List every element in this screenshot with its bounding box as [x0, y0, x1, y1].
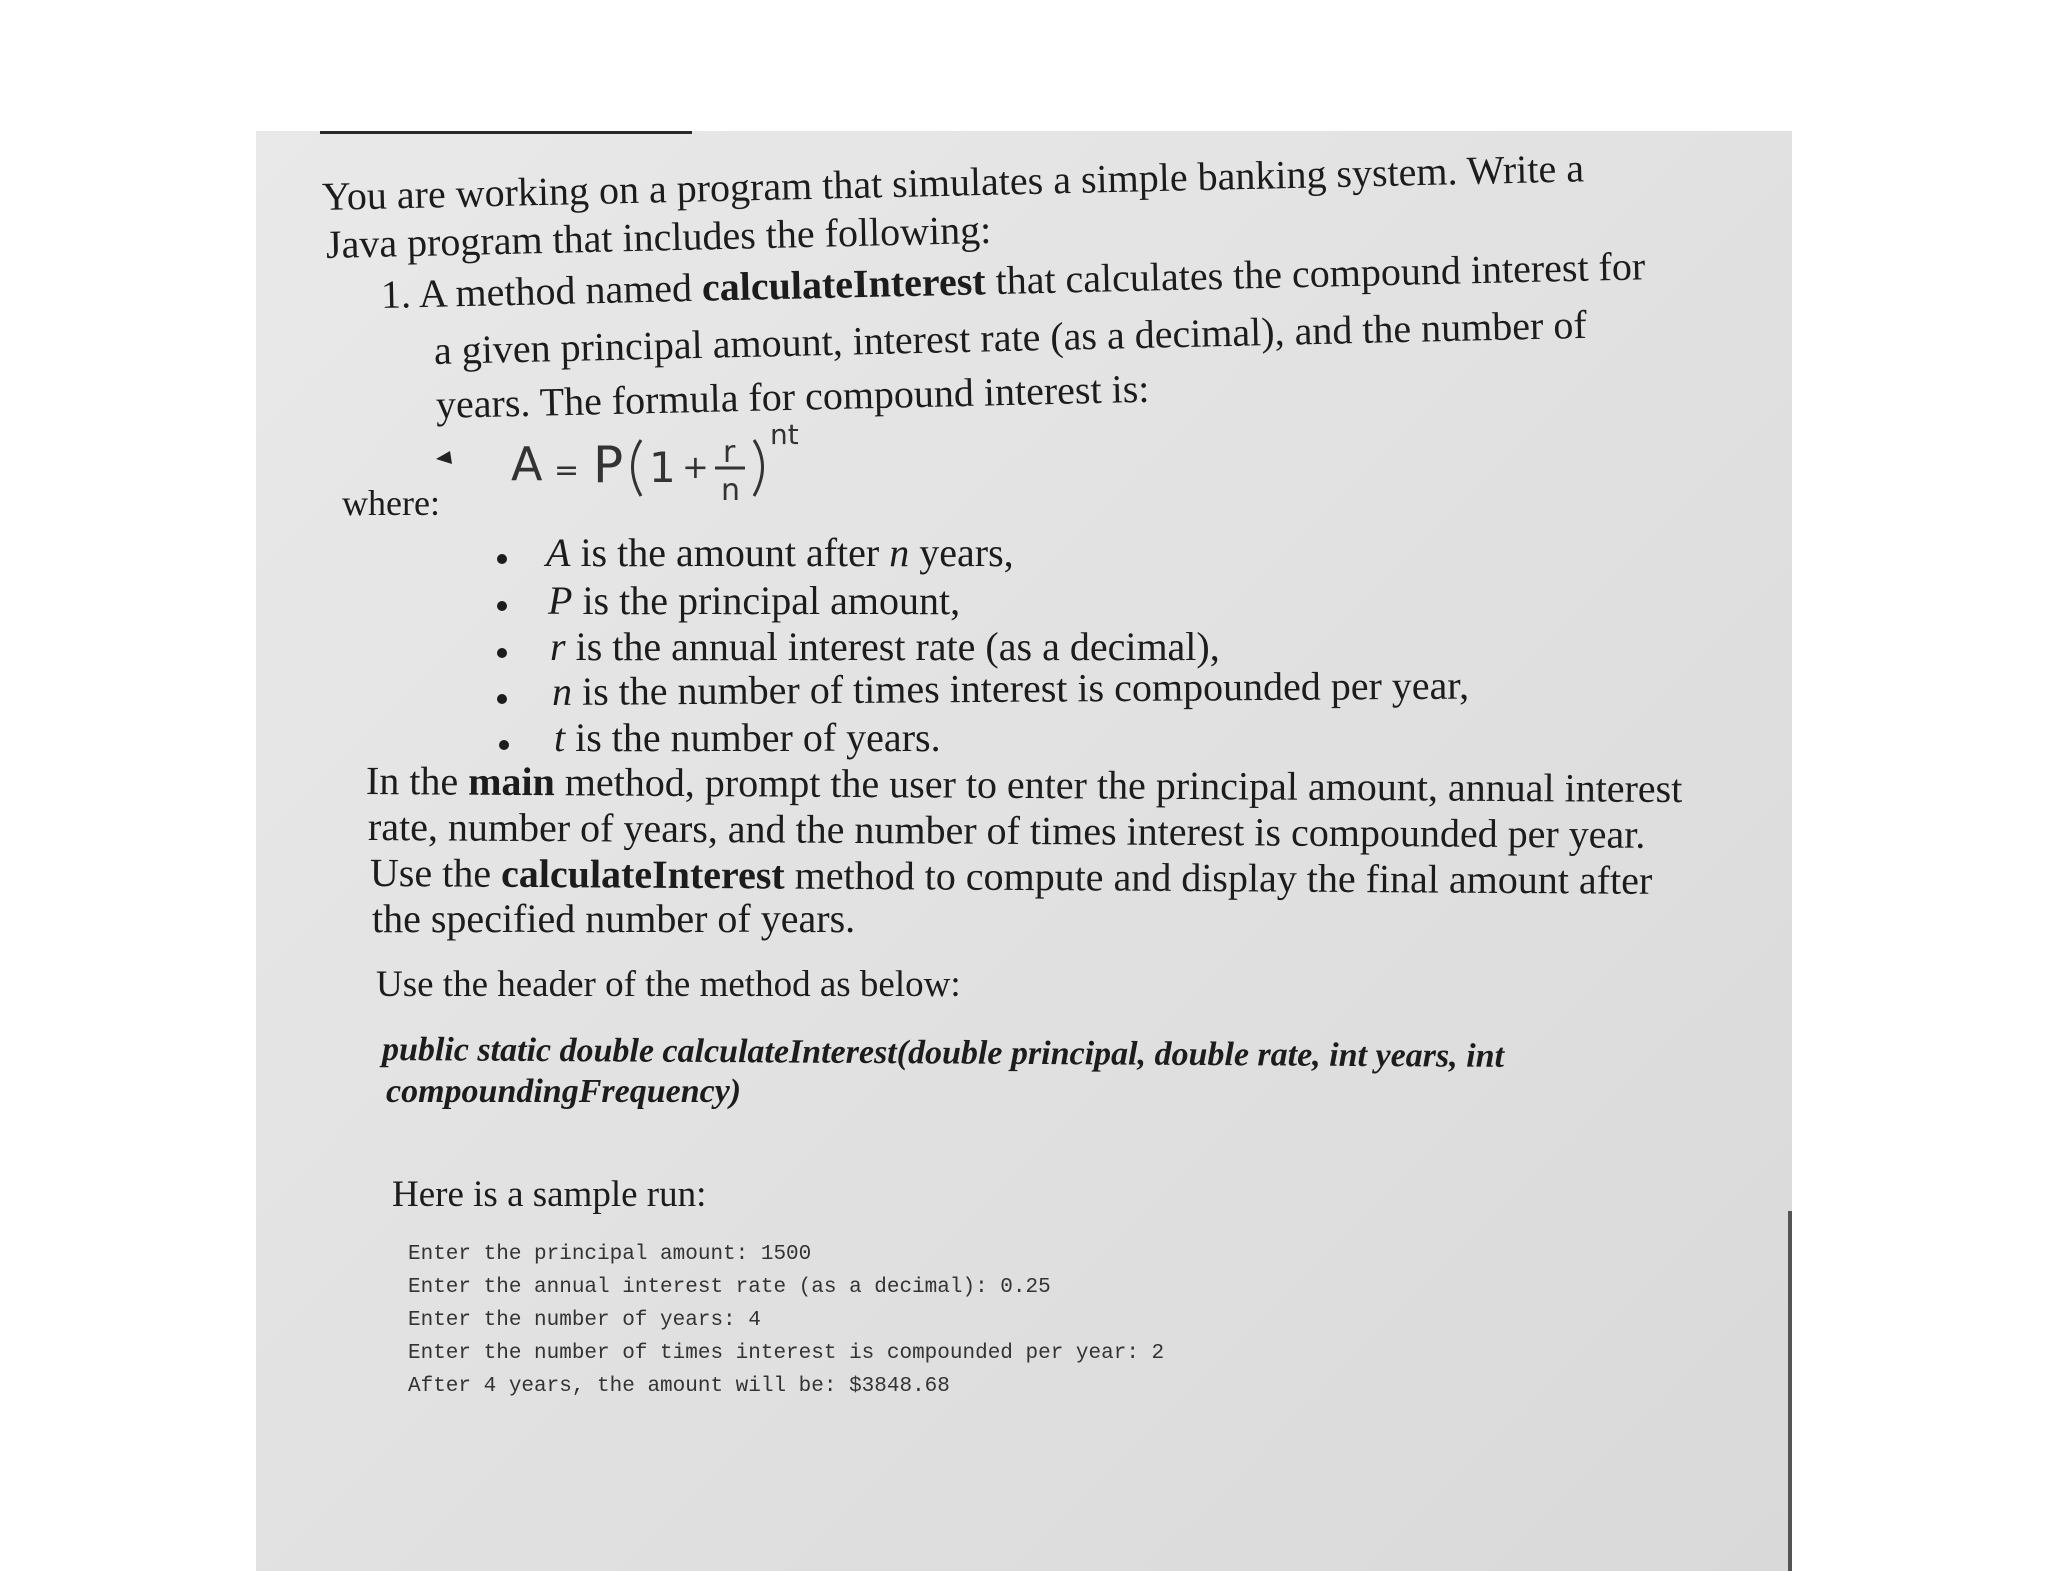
- document-page: [256, 131, 1792, 1571]
- sample-run-line: Enter the number of years: 4: [408, 1309, 761, 1332]
- bullet-icon: [499, 740, 509, 750]
- main-para-line-4: the specified number of years.: [372, 896, 856, 941]
- sample-run-line: Enter the principal amount: 1500: [408, 1243, 812, 1266]
- ink-mark-icon: [436, 451, 452, 464]
- main-para-line-2: rate, number of years, and the number of times interest is compounded per year.: [367, 804, 1646, 857]
- formula-numerator: r: [723, 435, 736, 470]
- handwritten-formula: [436, 404, 856, 514]
- bullet-icon: [497, 694, 507, 704]
- formula-equals: =: [554, 453, 580, 488]
- formula-lhs: A: [511, 437, 543, 491]
- method-signature-line-1: public static double calculateInterest(double principal, double rate, int years, int: [381, 1031, 1505, 1075]
- bullet-icon: [497, 648, 507, 658]
- intro-line-2: Java program that includes the following:: [325, 206, 992, 267]
- item-1-line-1: 1. A method named calculateInterest that calculates the compound interest for: [380, 243, 1646, 317]
- bullet-icon: [497, 554, 507, 564]
- definition-p: P is the principal amount,: [548, 578, 961, 623]
- formula-plus: +: [682, 448, 709, 486]
- where-label: where:: [342, 483, 440, 523]
- definition-t: t is the number of years.: [554, 715, 941, 760]
- sample-run-line: After 4 years, the amount will be: $3848.68: [408, 1375, 950, 1398]
- method-name: calculateInterest: [701, 258, 987, 310]
- formula-denominator: n: [721, 473, 741, 508]
- sample-run-label: Here is a sample run:: [392, 1174, 707, 1215]
- method-signature-line-2: compoundingFrequency): [386, 1073, 742, 1110]
- page-edge-shadow: [1788, 1211, 1792, 1571]
- main-para-line-1: In the main method, prompt the user to enter the principal amount, annual interest: [365, 758, 1683, 812]
- definition-r: r is the annual interest rate (as a decimal),: [550, 624, 1220, 669]
- bullet-icon: [497, 601, 507, 611]
- definition-n: n is the number of times interest is compounded per year,: [551, 662, 1470, 714]
- header-instruction: Use the header of the method as below:: [376, 964, 961, 1005]
- definition-a: A is the amount after n years,: [546, 530, 1014, 575]
- main-para-line-3: Use the calculateInterest method to compute and display the final amount after: [369, 850, 1653, 903]
- intro-line-1: You are working on a program that simulates a simple banking system. Write a: [321, 145, 1585, 219]
- item-1-line-2: a given principal amount, interest rate (as a decimal), and the number of: [433, 301, 1588, 373]
- formula-one: 1: [649, 443, 676, 492]
- top-rule: [320, 131, 692, 134]
- formula-right-paren: [754, 440, 763, 496]
- sample-run-line: Enter the annual interest rate (as a decimal): 0.25: [408, 1276, 1051, 1299]
- formula-exponent: nt: [770, 418, 799, 451]
- formula-p: P: [593, 436, 624, 494]
- formula-left-paren: [633, 440, 642, 496]
- item-1-line-3: years. The formula for compound interest is:: [435, 365, 1150, 427]
- sample-run-line: Enter the number of times interest is compounded per year: 2: [408, 1342, 1165, 1365]
